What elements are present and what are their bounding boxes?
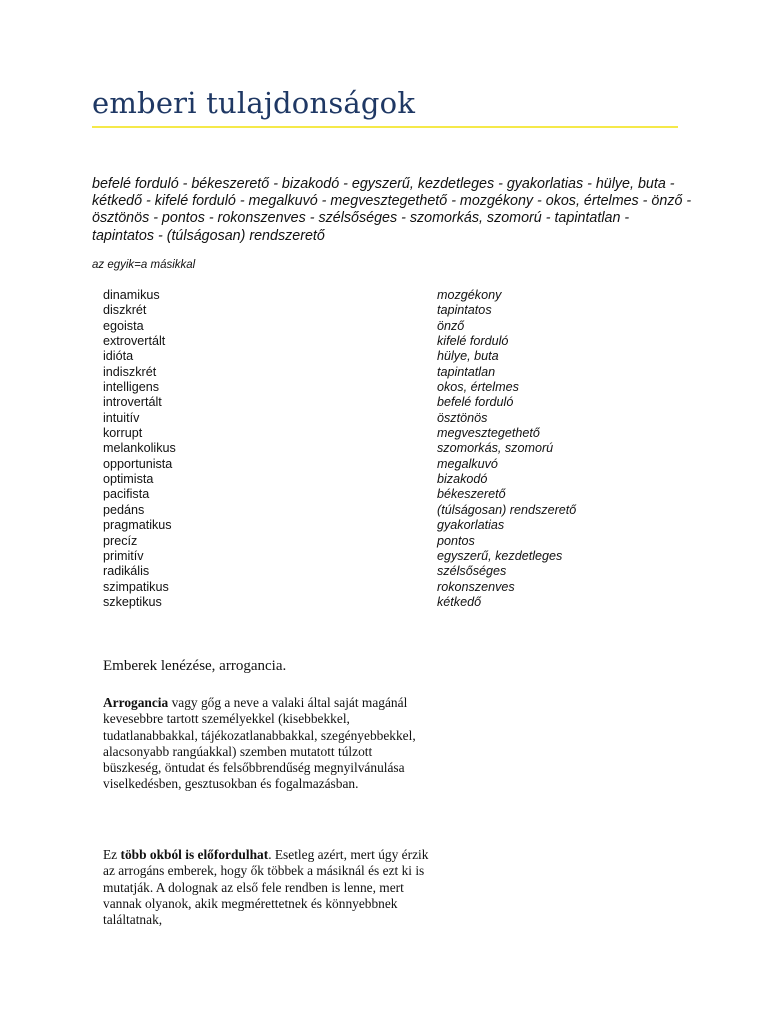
pair-hungarian-synonym: gyakorlatias xyxy=(437,518,505,533)
pair-foreign-word: pacifista xyxy=(103,487,150,502)
pair-row xyxy=(103,365,663,380)
pair-row xyxy=(103,441,663,456)
pair-row xyxy=(103,503,663,518)
pair-row xyxy=(103,580,663,595)
pair-foreign-word: pedáns xyxy=(103,502,145,517)
pair-hungarian-synonym: kétkedő xyxy=(437,594,482,609)
pair-row xyxy=(103,534,663,549)
paragraph-bold-term: Arrogancia xyxy=(103,695,169,710)
pair-hungarian-synonym: egyszerű, kezdetleges xyxy=(437,548,563,563)
pair-foreign-word: diszkrét xyxy=(103,303,147,318)
pair-hungarian-synonym: szomorkás, szomorú xyxy=(437,441,554,456)
pair-row xyxy=(103,319,663,334)
pair-foreign-word: introvertált xyxy=(103,395,162,410)
pair-foreign-word: opportunista xyxy=(103,456,173,471)
pair-foreign-word: szimpatikus xyxy=(103,579,169,594)
pair-hungarian-synonym: (túlságosan) rendszerető xyxy=(437,502,577,517)
pair-hungarian-synonym: tapintatlan xyxy=(437,364,496,379)
pair-row xyxy=(103,426,663,441)
pair-foreign-word: idióta xyxy=(103,349,134,364)
pair-row xyxy=(103,564,663,579)
pair-foreign-word: radikális xyxy=(103,564,150,579)
pair-hungarian-synonym: rokonszenves xyxy=(437,579,515,594)
pair-row xyxy=(103,411,663,426)
paragraph-arrogancia xyxy=(103,695,433,793)
pair-hungarian-synonym: szélsőséges xyxy=(437,564,507,579)
paragraph-reasons xyxy=(103,847,433,928)
pair-row xyxy=(103,380,663,395)
pair-row xyxy=(103,457,663,472)
pair-foreign-word: dinamikus xyxy=(103,288,160,302)
pair-foreign-word: szkeptikus xyxy=(103,594,162,609)
pair-foreign-word: extrovertált xyxy=(103,334,166,349)
pair-row xyxy=(103,349,663,364)
paragraph-text: vagy gőg a neve a valaki által saját magánál kevesebbre tartott személyekkel (kisebbekkel, tudatlanabbakkal, tájékozatlanabbakkal, szegényebbekkel, alacsonyabb rangúakkal) szemben mutatott túlzott büszkeség, öntudat és felsőbbrendűség megnyilvánulása viselkedésben, gesztusokban és fogalmazásban. xyxy=(103,695,416,792)
pair-hungarian-synonym: pontos xyxy=(437,533,475,548)
pair-hungarian-synonym: hülye, buta xyxy=(437,349,499,364)
pair-foreign-word: egoista xyxy=(103,318,144,333)
pair-foreign-word: optimista xyxy=(103,472,154,487)
intro-word-list: befelé forduló - békeszerető - bizakodó - egyszerű, kezdetleges - gyakorlatias - hülye, buta - kétkedő - kifelé forduló - megalkuvó - megvesztegethető - mozgékony - okos, értelmes - önző - ösztönös - pontos - rokonszenves - szélsőséges - szomorkás, szomorú - tapintatlan - tapintatos - (túlságosan) rendszerető xyxy=(92,176,692,244)
pairs-subheading: az egyik=a másikkal xyxy=(92,259,196,271)
pair-foreign-word: melankolikus xyxy=(103,441,176,456)
pair-row xyxy=(103,595,663,610)
pair-foreign-word: intelligens xyxy=(103,380,160,395)
title-underline xyxy=(92,126,678,128)
pair-row xyxy=(103,395,663,410)
synonym-pairs-list xyxy=(103,288,663,610)
pair-row xyxy=(103,303,663,318)
paragraph-prefix: Ez xyxy=(103,847,121,862)
pair-foreign-word: precíz xyxy=(103,533,138,548)
pair-hungarian-synonym: mozgékony xyxy=(437,288,502,302)
pair-hungarian-synonym: békeszerető xyxy=(437,487,506,502)
pair-hungarian-synonym: bizakodó xyxy=(437,472,488,487)
pair-hungarian-synonym: kifelé forduló xyxy=(437,334,509,349)
pair-hungarian-synonym: megalkuvó xyxy=(437,456,498,471)
pair-foreign-word: pragmatikus xyxy=(103,518,172,533)
pair-foreign-word: primitív xyxy=(103,548,144,563)
paragraph-text: . Esetleg azért, mert úgy érzik az arrogáns emberek, hogy ők többek a másiknál és ezt ki is mutatják. A dolognak az első fele rendben is lenne, mert vannak olyanok, akik megmérettetnek és könnyebbnek találtatnak, xyxy=(103,847,429,928)
pair-row xyxy=(103,288,663,303)
paragraph-bold-phrase: több okból is előfordulhat xyxy=(120,847,269,862)
pair-hungarian-synonym: önző xyxy=(437,318,465,333)
pair-row xyxy=(103,549,663,564)
pair-foreign-word: indiszkrét xyxy=(103,364,157,379)
pair-hungarian-synonym: ösztönös xyxy=(437,410,488,425)
pair-row xyxy=(103,334,663,349)
pair-foreign-word: intuitív xyxy=(103,410,140,425)
pair-hungarian-synonym: tapintatos xyxy=(437,303,492,318)
pair-hungarian-synonym: okos, értelmes xyxy=(437,380,519,395)
pair-foreign-word: korrupt xyxy=(103,426,143,441)
section-title: Emberek lenézése, arrogancia. xyxy=(103,658,287,674)
page-title: emberi tulajdonságok xyxy=(92,86,416,120)
pair-hungarian-synonym: megvesztegethető xyxy=(437,426,540,441)
pair-row xyxy=(103,518,663,533)
pair-hungarian-synonym: befelé forduló xyxy=(437,395,514,410)
pair-row xyxy=(103,472,663,487)
pair-row xyxy=(103,487,663,502)
